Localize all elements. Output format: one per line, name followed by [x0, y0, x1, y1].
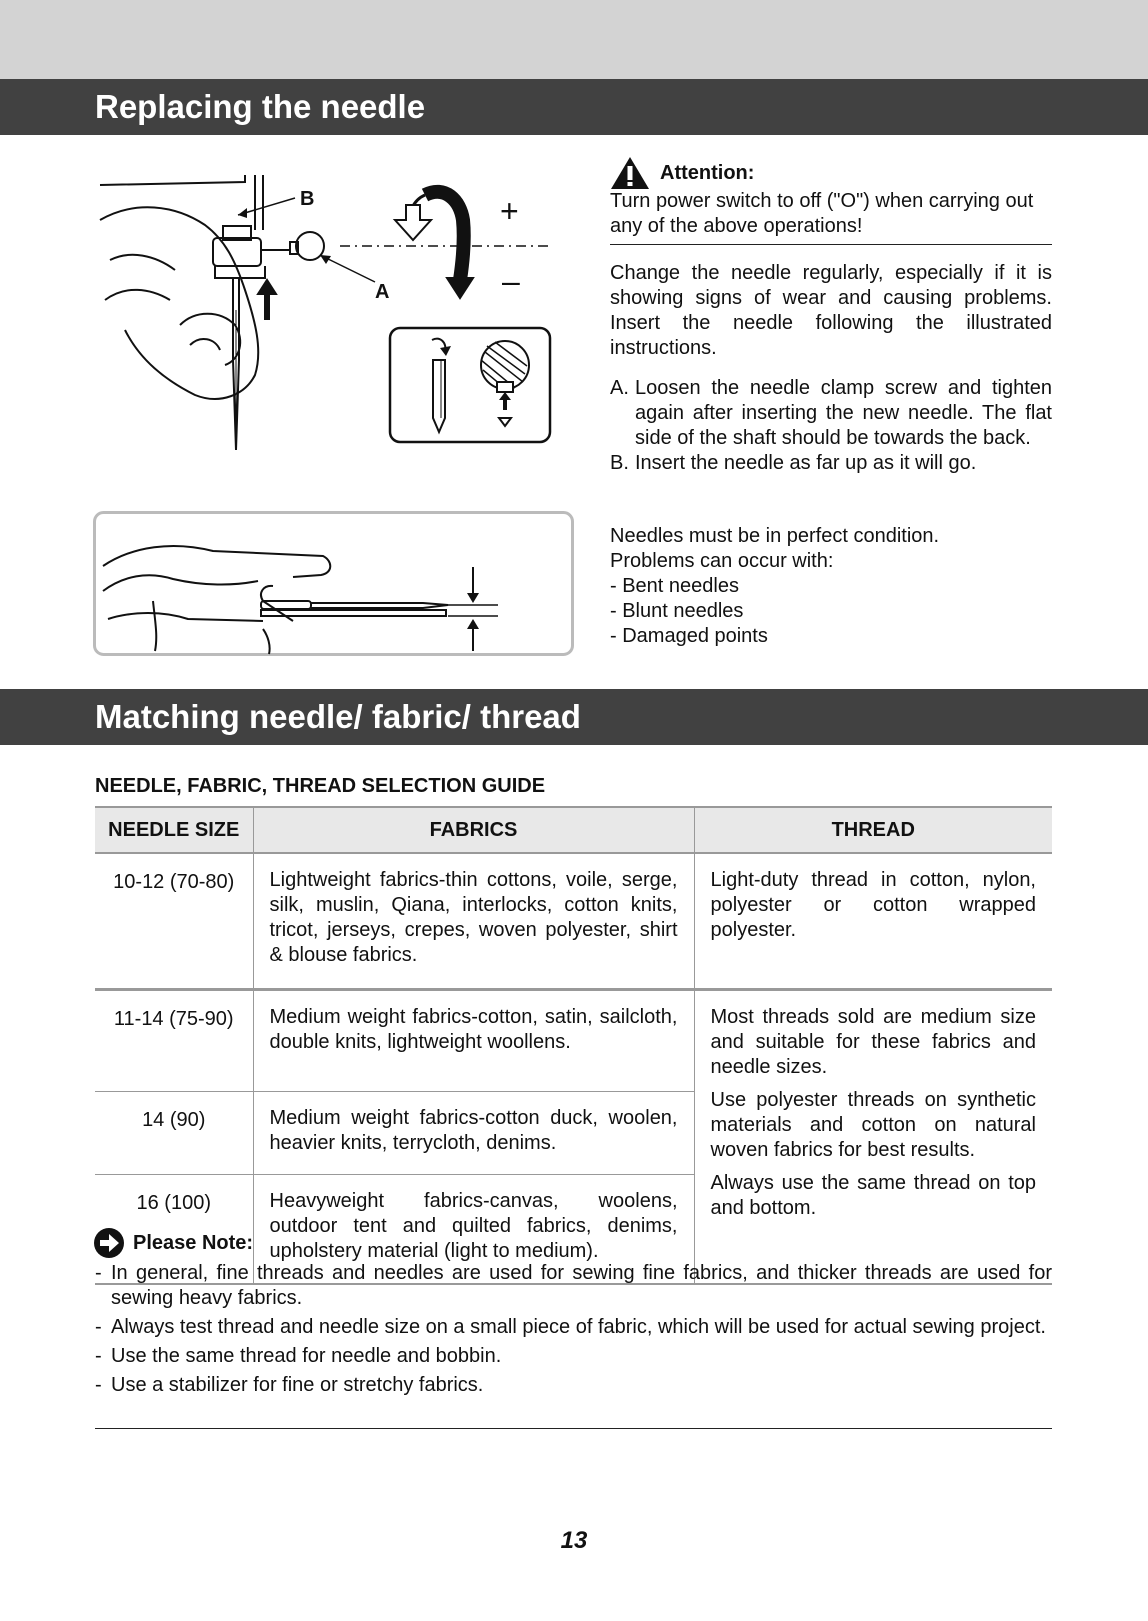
- figure-plus-sign: +: [500, 193, 519, 229]
- header-needle-size: NEEDLE SIZE: [95, 807, 253, 853]
- list-item: - Use the same thread for needle and bobbin.: [95, 1344, 1052, 1369]
- attention-text: Turn power switch to off ("O") when carrying out any of the above operations!: [610, 190, 1034, 237]
- condition-line: Problems can occur with:: [610, 550, 834, 572]
- step-text: Insert the needle as far up as it will go.: [635, 452, 977, 474]
- section-title-replacing-needle: Replacing the needle: [0, 79, 1148, 135]
- guide-title: NEEDLE, FABRIC, THREAD SELECTION GUIDE: [95, 775, 546, 797]
- header-fabrics: FABRICS: [253, 807, 694, 853]
- step-b: [610, 451, 1052, 476]
- list-item: - In general, fine threads and needles are used for sewing fine fabrics, and thicker threads are used for sewing heavy fabrics.: [95, 1262, 1052, 1309]
- figure-label-b: B: [300, 188, 315, 210]
- step-a: [610, 376, 1052, 451]
- step-label: B.: [610, 452, 629, 474]
- needle-size-cell: 11-14 (75-90): [95, 990, 253, 1092]
- fabrics-cell: Heavyweight fabrics-canvas, woolens, outdoor tent and quilted fabrics, denims, upholstery material (light to medium).: [253, 1175, 694, 1285]
- needle-condition-list: [610, 524, 1052, 649]
- note-text: In general, fine threads and needles are used for sewing fine fabrics, and thicker threads are used for sewing heavy fabrics.: [111, 1262, 1052, 1309]
- note-list: [95, 1261, 1052, 1402]
- warning-icon: [610, 156, 650, 190]
- list-item: - Always test thread and needle size on a small piece of fabric, which will be used for actual sewing project.: [95, 1315, 1052, 1340]
- table-row: [95, 990, 1052, 1092]
- note-title: Please Note:: [133, 1231, 254, 1254]
- note-text: Use the same thread for needle and bobbin.: [111, 1345, 502, 1367]
- condition-line: - Bent needles: [610, 575, 739, 597]
- condition-line: Needles must be in perfect condition.: [610, 525, 940, 547]
- thread-cell: Light-duty thread in cotton, nylon, polyester or cotton wrapped polyester.: [694, 853, 1052, 990]
- figure-minus-sign: –: [502, 263, 520, 299]
- selection-guide-table: [95, 806, 1052, 1285]
- header-band: [0, 0, 1148, 79]
- step-text: Loosen the needle clamp screw and tighten again after inserting the new needle. The flat side of the shaft should be towards the back.: [635, 377, 1052, 449]
- note-text: Use a stabilizer for fine or stretchy fabrics.: [111, 1374, 484, 1396]
- fabrics-cell: Medium weight fabrics-cotton duck, woolen, heavier knits, terrycloth, denims.: [253, 1092, 694, 1175]
- step-label: A.: [610, 377, 629, 399]
- attention-title: Attention:: [660, 161, 755, 184]
- note-text: Always test thread and needle size on a small piece of fabric, which will be used for actual sewing project.: [111, 1316, 1046, 1338]
- header-thread: THREAD: [694, 807, 1052, 853]
- condition-line: - Damaged points: [610, 625, 768, 647]
- thread-paragraph: Most threads sold are medium size and suitable for these fabrics and needle sizes.: [710, 1006, 1036, 1078]
- divider: [95, 1428, 1052, 1429]
- needle-size-cell: 14 (90): [95, 1092, 253, 1175]
- intro-paragraph: Change the needle regularly, especially if it is showing signs of wear and causing problems. Insert the needle following the illustrated instructions.: [610, 262, 1052, 359]
- thread-paragraph: Use polyester threads on synthetic materials and cotton on natural woven fabrics for best results.: [710, 1089, 1036, 1161]
- divider: [610, 244, 1052, 245]
- note-heading: [93, 1227, 253, 1259]
- thread-paragraph: Always use the same thread on top and bottom.: [710, 1172, 1036, 1219]
- arrow-right-icon: [93, 1227, 125, 1259]
- needle-replacement-illustration: [95, 160, 575, 470]
- fabrics-cell: Medium weight fabrics-cotton, satin, sailcloth, double knits, lightweight woollens.: [253, 990, 694, 1092]
- attention-heading: [610, 156, 754, 190]
- instruction-steps: [610, 376, 1052, 476]
- needle-size-cell: 10-12 (70-80): [95, 853, 253, 990]
- table-header-row: [95, 807, 1052, 853]
- figure-label-a: A: [375, 281, 390, 303]
- list-item: - Use a stabilizer for fine or stretchy fabrics.: [95, 1373, 1052, 1398]
- page-number: 13: [560, 1527, 588, 1554]
- needle-size-cell: 16 (100): [95, 1175, 253, 1285]
- needle-inspection-illustration: [93, 511, 574, 656]
- section-title-matching: Matching needle/ fabric/ thread: [0, 689, 1148, 745]
- fabrics-cell: Lightweight fabrics-thin cottons, voile, serge, silk, muslin, Qiana, interlocks, cotton knits, tricot, jerseys, crepes, woven polyester, shirt & blouse fabrics.: [253, 853, 694, 990]
- condition-line: - Blunt needles: [610, 600, 744, 622]
- thread-cell: [694, 990, 1052, 1285]
- table-row: [95, 853, 1052, 990]
